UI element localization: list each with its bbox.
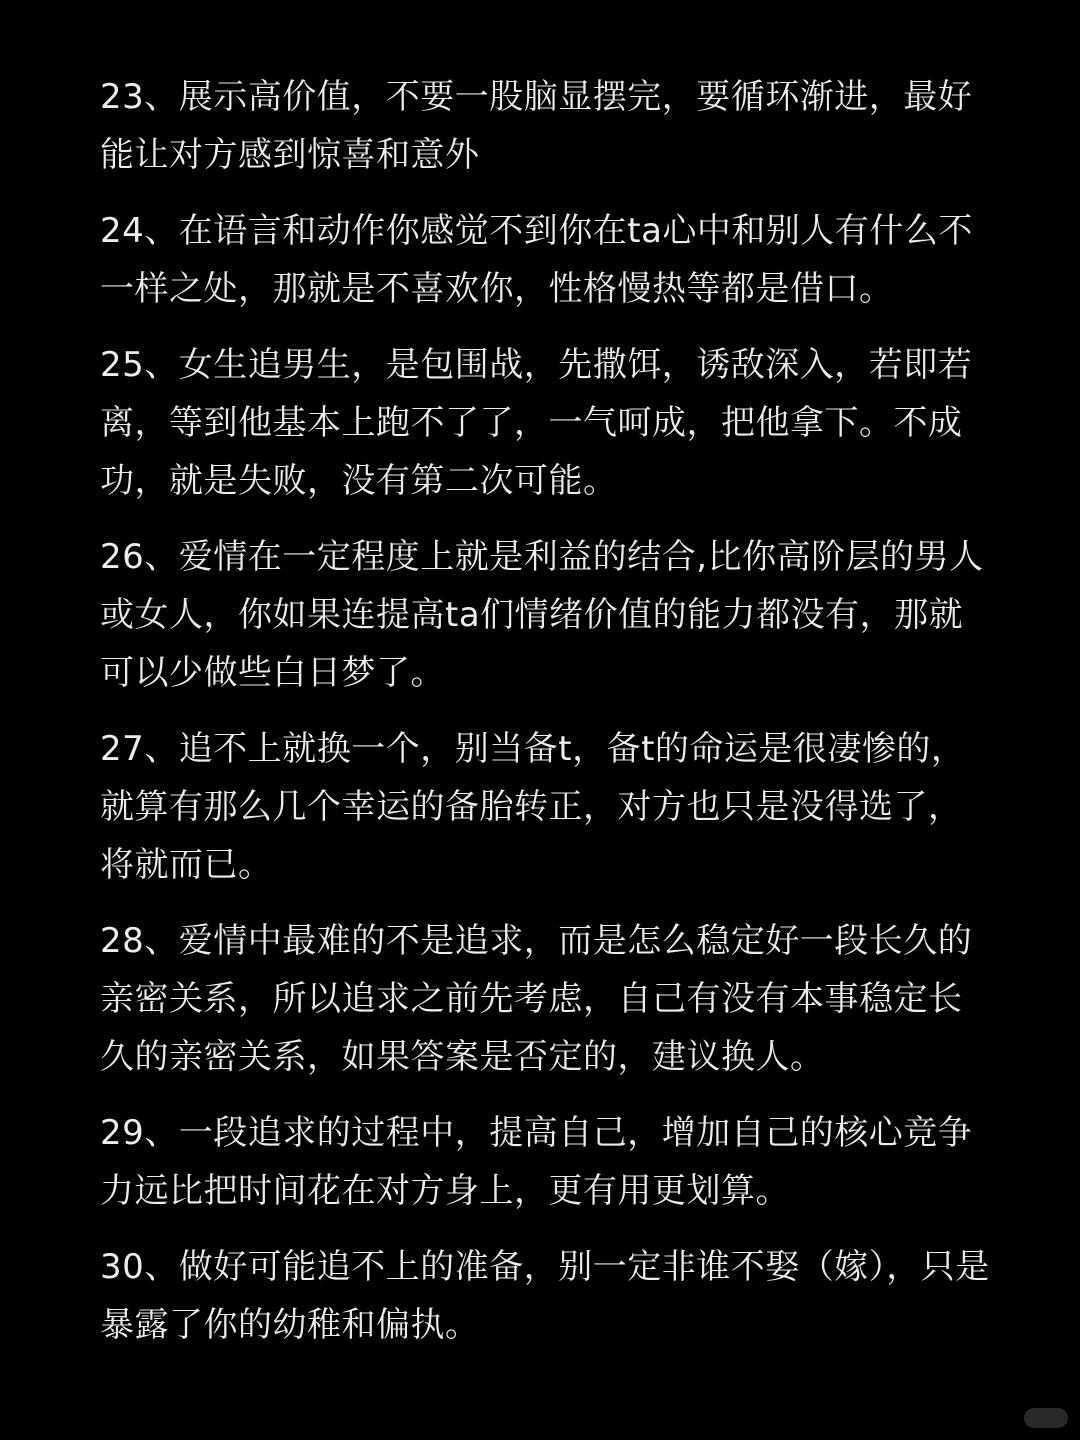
list-item-29: 29、一段追求的过程中，提高自己，增加自己的核心竞争力远比把时间花在对方身上，更有用更划算。 bbox=[100, 1113, 973, 1211]
list-item-27: 27、追不上就换一个，别当备t，备t的命运是很凄惨的，就算有那么几个幸运的备胎转正，对方也只是没得选了，将就而已。 bbox=[100, 729, 966, 885]
watermark-logo-icon bbox=[1024, 1408, 1068, 1428]
list-item-23: 23、展示高价值，不要一股脑显摆完，要循环渐进，最好能让对方感到惊喜和意外 bbox=[100, 77, 973, 175]
list-item-28: 28、爱情中最难的不是追求，而是怎么稳定好一段长久的亲密关系，所以追求之前先考虑，自己有没有本事稳定长久的亲密关系，如果答案是否定的，建议换人。 bbox=[100, 921, 973, 1077]
list-item-26: 26、爱情在一定程度上就是利益的结合,比你高阶层的男人或女人，你如果连提高ta们情绪价值的能力都没有，那就可以少做些白日梦了。 bbox=[100, 537, 984, 693]
list-item-24: 24、在语言和动作你感觉不到你在ta心中和别人有什么不一样之处，那就是不喜欢你，性格慢热等都是借口。 bbox=[100, 211, 973, 309]
list-item-30: 30、做好可能追不上的准备，别一定非谁不娶（嫁），只是暴露了你的幼稚和偏执。 bbox=[100, 1247, 990, 1345]
text-list bbox=[100, 68, 990, 1372]
list-item-25: 25、女生追男生，是包围战，先撒饵，诱敌深入，若即若离，等到他基本上跑不了了，一气呵成，把他拿下。不成功，就是失败，没有第二次可能。 bbox=[100, 345, 973, 501]
